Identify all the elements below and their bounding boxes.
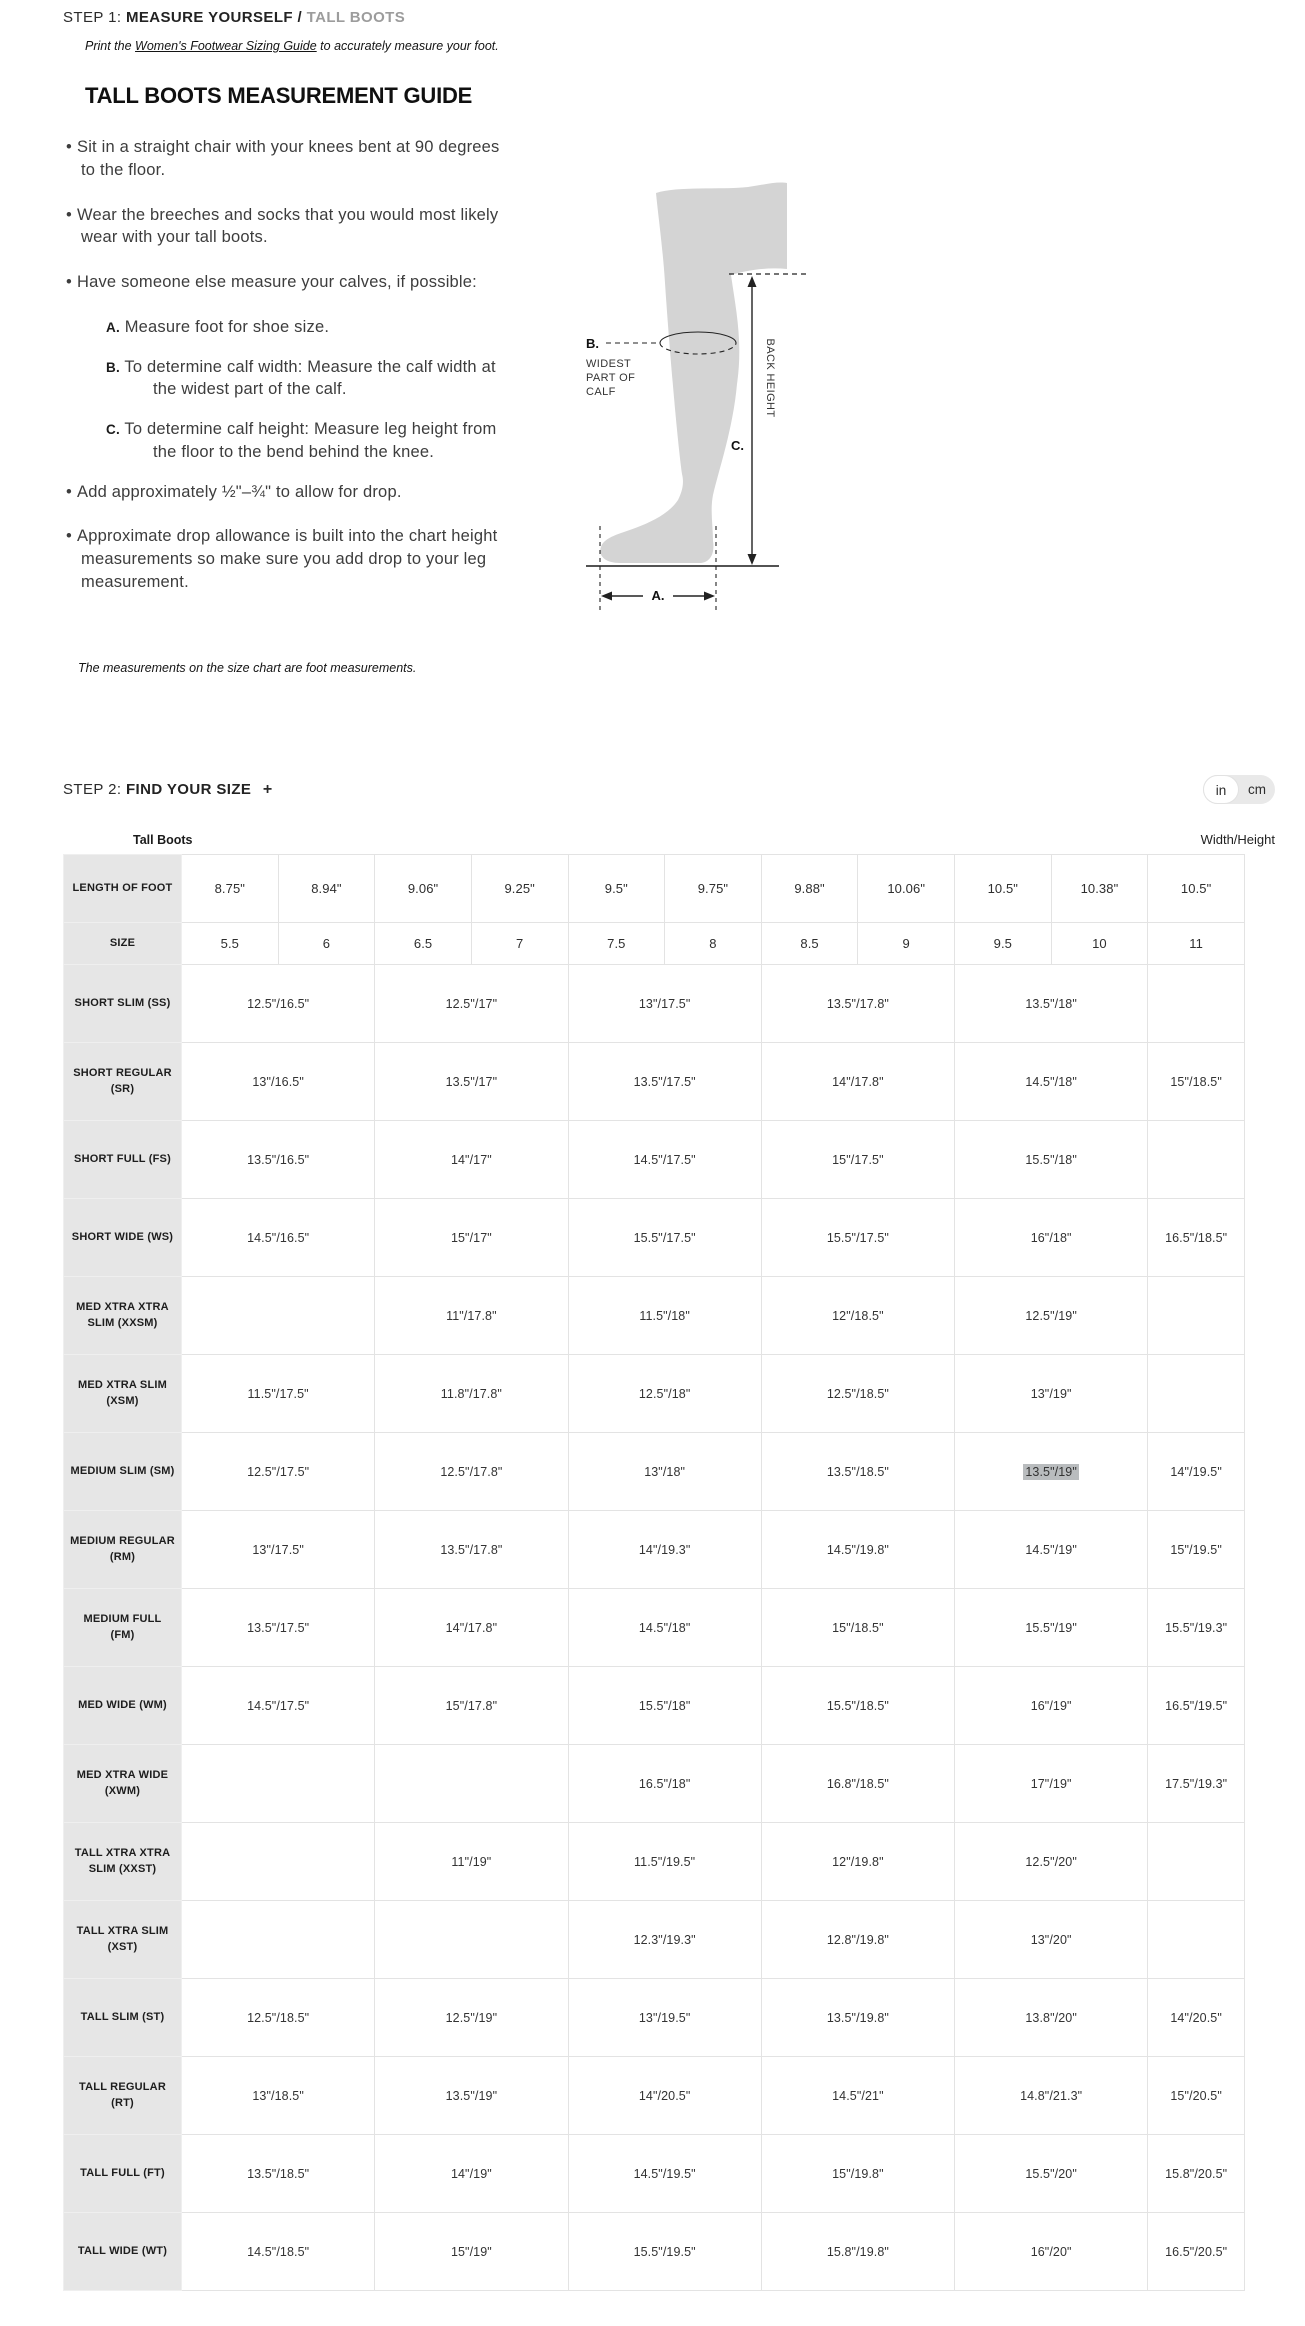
measurement-cell: 13"/19" — [955, 1355, 1148, 1433]
guide-bullet — [66, 136, 518, 182]
measurement-cell: 12.5"/19" — [955, 1277, 1148, 1355]
measurement-cell: 15"/20.5" — [1148, 2057, 1245, 2135]
measurement-cell: 12.5"/20" — [955, 1823, 1148, 1901]
measurement-cell: 15.5"/18.5" — [761, 1667, 954, 1745]
length-cell: 10.06" — [858, 855, 955, 923]
highlighted-value: 13.5"/19" — [1025, 1464, 1077, 1479]
table-row — [64, 1511, 1245, 1589]
measurement-cell: 12.5"/17" — [375, 965, 568, 1043]
size-value-cell: 8.5 — [761, 923, 858, 965]
step1-prefix: STEP 1: — [63, 9, 122, 26]
row-label: TALL FULL (FT) — [64, 2135, 182, 2213]
unit-toggle-in[interactable]: in — [1203, 775, 1239, 804]
measurement-cell — [182, 1823, 375, 1901]
measurement-cell: 12.3"/19.3" — [568, 1901, 761, 1979]
measurement-cell: 13"/20" — [955, 1901, 1148, 1979]
measurement-cell: 15.8"/20.5" — [1148, 2135, 1245, 2213]
length-cell: 9.5" — [568, 855, 665, 923]
measurement-cell: 14"/19.3" — [568, 1511, 761, 1589]
length-cell: 9.06" — [375, 855, 472, 923]
table-row — [64, 1199, 1245, 1277]
length-cell: 8.94" — [278, 855, 375, 923]
measurement-cell — [375, 1745, 568, 1823]
measurement-cell: 14.5"/19.8" — [761, 1511, 954, 1589]
measurement-cell: 13.5"/18" — [955, 965, 1148, 1043]
measurement-cell: 14.5"/19.5" — [568, 2135, 761, 2213]
length-cell: 10.38" — [1051, 855, 1148, 923]
bullet-text: Add approximately ½"–¾" to allow for drop. — [76, 482, 402, 501]
table-row — [64, 1901, 1245, 1979]
guide-bullet — [66, 481, 518, 504]
measurement-cell: 11"/19" — [375, 1823, 568, 1901]
length-cell: 9.75" — [665, 855, 762, 923]
row-label: SHORT SLIM (SS) — [64, 965, 182, 1043]
table-row — [64, 1745, 1245, 1823]
measurement-cell — [1148, 1901, 1245, 1979]
row-label: MEDIUM FULL (FM) — [64, 1589, 182, 1667]
bullet-text: Sit in a straight chair with your knees bent at 90 degrees to the floor. — [76, 138, 500, 179]
table-row — [64, 2057, 1245, 2135]
arrow-down-icon — [748, 554, 757, 565]
measurement-cell: 15"/19.5" — [1148, 1511, 1245, 1589]
measurement-cell: 12.5"/19" — [375, 1979, 568, 2057]
measurement-cell: 15"/18.5" — [1148, 1043, 1245, 1121]
guide-heading: TALL BOOTS MEASUREMENT GUIDE — [85, 83, 473, 108]
measurement-cell — [182, 1745, 375, 1823]
measurement-guide — [66, 83, 1275, 775]
row-label: MED XTRA SLIM (XSM) — [64, 1355, 182, 1433]
length-row — [64, 855, 1245, 923]
measurement-cell: 12.5"/18.5" — [761, 1355, 954, 1433]
measurement-cell — [1148, 965, 1245, 1043]
table-row — [64, 1823, 1245, 1901]
expand-plus-icon[interactable]: + — [262, 780, 273, 798]
measurement-cell: 13"/19.5" — [568, 1979, 761, 2057]
step2-prefix: STEP 2: — [63, 780, 122, 798]
measurement-cell: 13"/17.5" — [568, 965, 761, 1043]
measurement-cell: 17"/19" — [955, 1745, 1148, 1823]
measurement-cell: 14.5"/17.5" — [182, 1667, 375, 1745]
arrow-right-icon — [704, 592, 715, 601]
bottom-spacer — [63, 2291, 1275, 2323]
diagram-label-a: A. — [651, 588, 665, 603]
measurement-cell — [1148, 1277, 1245, 1355]
diagram-label-c: C. — [731, 438, 744, 453]
row-label: TALL XTRA SLIM (XST) — [64, 1901, 182, 1979]
measurement-cell: 14"/19.5" — [1148, 1433, 1245, 1511]
guide-bullet — [66, 525, 518, 593]
measurement-cell: 15.5"/20" — [955, 2135, 1148, 2213]
measurement-cell: 13.5"/17.5" — [182, 1589, 375, 1667]
measurement-cell: 16.5"/18.5" — [1148, 1199, 1245, 1277]
step1-header — [63, 9, 1275, 26]
row-label: TALL REGULAR (RT) — [64, 2057, 182, 2135]
size-header: SIZE — [64, 923, 182, 965]
measurement-cell — [1148, 1823, 1245, 1901]
measurement-cell: 14.5"/19" — [955, 1511, 1148, 1589]
step2-title: FIND YOUR SIZE — [125, 780, 252, 798]
measurement-cell: 15"/17" — [375, 1199, 568, 1277]
measurement-cell: 14"/17" — [375, 1121, 568, 1199]
measurement-cell: 13"/17.5" — [182, 1511, 375, 1589]
sub-item-letter: A. — [106, 319, 120, 335]
measurement-cell: 12.8"/19.8" — [761, 1901, 954, 1979]
size-value-cell: 9.5 — [955, 923, 1052, 965]
length-cell: 10.5" — [1148, 855, 1245, 923]
measurement-cell: 11.5"/18" — [568, 1277, 761, 1355]
bullet-text: Have someone else measure your calves, if possible: — [76, 273, 477, 292]
size-value-cell: 11 — [1148, 923, 1245, 965]
measurement-cell: 15"/18.5" — [761, 1589, 954, 1667]
table-row — [64, 1355, 1245, 1433]
length-of-foot-header: LENGTH OF FOOT — [64, 855, 182, 923]
measurement-cell: 15.5"/19.3" — [1148, 1589, 1245, 1667]
measurement-cell: 11"/17.8" — [375, 1277, 568, 1355]
row-label: MEDIUM SLIM (SM) — [64, 1433, 182, 1511]
size-value-cell: 6 — [278, 923, 375, 965]
measurement-cell: 13.5"/17.8" — [375, 1511, 568, 1589]
measurement-cell: 12.5"/18" — [568, 1355, 761, 1433]
table-row — [64, 1433, 1245, 1511]
table-row — [64, 1667, 1245, 1745]
measurement-cell: 13.5"/17" — [375, 1043, 568, 1121]
length-cell: 9.25" — [471, 855, 568, 923]
size-value-cell: 5.5 — [182, 923, 279, 965]
table-row — [64, 2213, 1245, 2291]
measurement-cell: 16"/18" — [955, 1199, 1148, 1277]
measurement-cell: 15"/17.5" — [761, 1121, 954, 1199]
print-note-pre: Print the — [85, 39, 132, 53]
measurement-cell: 13.5"/19.8" — [761, 1979, 954, 2057]
measurement-cell: 13"/18" — [568, 1433, 761, 1511]
size-value-cell: 10 — [1051, 923, 1148, 965]
measurement-cell: 13"/18.5" — [182, 2057, 375, 2135]
measurement-cell: 13.5"/17.8" — [761, 965, 954, 1043]
measurement-cell: 13.5"/19" — [375, 2057, 568, 2135]
measurement-cell: 14"/17.8" — [761, 1043, 954, 1121]
row-label: SHORT FULL (FS) — [64, 1121, 182, 1199]
widest-label-line1: WIDEST — [586, 358, 632, 370]
size-value-cell: 6.5 — [375, 923, 472, 965]
measurement-cell: 14.5"/16.5" — [182, 1199, 375, 1277]
measurement-cell: 13.5"/18.5" — [761, 1433, 954, 1511]
measurement-cell: 15"/19.8" — [761, 2135, 954, 2213]
measurement-cell: 16.5"/18" — [568, 1745, 761, 1823]
size-chart-note: The measurements on the size chart are foot measurements. — [78, 661, 417, 675]
row-label: TALL WIDE (WT) — [64, 2213, 182, 2291]
measurement-cell: 13.5"/16.5" — [182, 1121, 375, 1199]
unit-toggle[interactable] — [1203, 775, 1275, 804]
measurement-cell: 16.8"/18.5" — [761, 1745, 954, 1823]
bullet-dot-icon: • — [66, 205, 72, 224]
table-head — [64, 855, 1245, 965]
table-row — [64, 1979, 1245, 2057]
sub-item-letter: B. — [106, 359, 120, 375]
measurement-cell: 15"/19" — [375, 2213, 568, 2291]
length-cell: 9.88" — [761, 855, 858, 923]
leg-measurement-diagram — [586, 138, 816, 638]
length-cell: 8.75" — [182, 855, 279, 923]
print-note-post: to accurately measure your foot. — [320, 39, 499, 53]
step1-context: TALL BOOTS — [306, 9, 406, 26]
diagram-label-b: B. — [586, 336, 599, 351]
measurement-cell: 13.5"/18.5" — [182, 2135, 375, 2213]
measurement-cell: 16.5"/20.5" — [1148, 2213, 1245, 2291]
row-label: SHORT REGULAR (SR) — [64, 1043, 182, 1121]
measurement-cell: 16"/19" — [955, 1667, 1148, 1745]
sub-item-letter: C. — [106, 422, 120, 438]
measurement-cell: 14"/20.5" — [1148, 1979, 1245, 2057]
measurement-cell: 13"/16.5" — [182, 1043, 375, 1121]
width-height-label: Width/Height — [1200, 832, 1275, 847]
measurement-cell: 11.5"/17.5" — [182, 1355, 375, 1433]
table-body — [64, 965, 1245, 2291]
measurement-cell: 13.5"/17.5" — [568, 1043, 761, 1121]
measurement-cell: 14.8"/21.3" — [955, 2057, 1148, 2135]
measurement-cell: 16"/20" — [955, 2213, 1148, 2291]
arrow-left-icon — [601, 592, 612, 601]
table-meta-row — [63, 832, 1275, 847]
table-row — [64, 965, 1245, 1043]
guide-bullet — [66, 204, 518, 250]
row-label: SHORT WIDE (WS) — [64, 1199, 182, 1277]
step2-header — [63, 781, 273, 799]
widest-label-line2: PART OF — [586, 372, 636, 384]
widest-label-line3: CALF — [586, 386, 616, 398]
bullet-text: Wear the breeches and socks that you would most likely wear with your tall boots. — [76, 205, 499, 247]
size-row — [64, 923, 1245, 965]
row-label: TALL SLIM (ST) — [64, 1979, 182, 2057]
row-label: MED XTRA XTRA SLIM (XXSM) — [64, 1277, 182, 1355]
unit-toggle-cm[interactable]: cm — [1248, 782, 1266, 797]
measurement-cell: 15.8"/19.8" — [761, 2213, 954, 2291]
measurement-cell: 16.5"/19.5" — [1148, 1667, 1245, 1745]
table-title: Tall Boots — [133, 833, 193, 847]
measurement-cell: 17.5"/19.3" — [1148, 1745, 1245, 1823]
size-table — [63, 854, 1245, 2291]
measurement-cell: 12"/18.5" — [761, 1277, 954, 1355]
measurement-cell: 11.5"/19.5" — [568, 1823, 761, 1901]
sizing-guide-link[interactable]: Women's Footwear Sizing Guide — [135, 39, 317, 53]
measurement-cell: 12.5"/17.8" — [375, 1433, 568, 1511]
measurement-cell: 14"/17.8" — [375, 1589, 568, 1667]
measurement-cell: 14.5"/18" — [568, 1589, 761, 1667]
table-row — [64, 1043, 1245, 1121]
measurement-cell: 15.5"/17.5" — [568, 1199, 761, 1277]
measurement-cell: 15.5"/17.5" — [761, 1199, 954, 1277]
measurement-cell — [375, 1901, 568, 1979]
row-label: TALL XTRA XTRA SLIM (XXST) — [64, 1823, 182, 1901]
size-value-cell: 7 — [471, 923, 568, 965]
print-note — [85, 39, 1275, 53]
row-label: MED XTRA WIDE (XWM) — [64, 1745, 182, 1823]
table-row — [64, 1277, 1245, 1355]
guide-sub-item — [66, 418, 518, 464]
measurement-cell: 14.5"/17.5" — [568, 1121, 761, 1199]
back-height-label: BACK HEIGHT — [764, 338, 776, 418]
row-label: MED WIDE (WM) — [64, 1667, 182, 1745]
measurement-cell: 15.5"/18" — [955, 1121, 1148, 1199]
measurement-cell: 12.5"/18.5" — [182, 1979, 375, 2057]
measurement-cell: 14.5"/21" — [761, 2057, 954, 2135]
size-value-cell: 9 — [858, 923, 955, 965]
sub-item-text: Measure foot for shoe size. — [119, 317, 330, 336]
guide-bullet — [66, 271, 518, 294]
arrow-up-icon — [748, 276, 757, 287]
guide-bullets — [66, 136, 518, 594]
table-row — [64, 1589, 1245, 1667]
measurement-cell: 14"/20.5" — [568, 2057, 761, 2135]
bullet-dot-icon: • — [66, 482, 72, 501]
bullet-dot-icon: • — [66, 138, 72, 156]
measurement-cell — [182, 1277, 375, 1355]
measurement-cell: 12.5"/17.5" — [182, 1433, 375, 1511]
sub-item-text: To determine calf width: Measure the calf width at the widest part of the calf. — [119, 357, 496, 399]
step2-header-row — [63, 775, 1275, 804]
measurement-cell: 14"/19" — [375, 2135, 568, 2213]
measurement-cell: 15.5"/19.5" — [568, 2213, 761, 2291]
measurement-cell: 14.5"/18.5" — [182, 2213, 375, 2291]
bullet-text: Approximate drop allowance is built into the chart height measurements so make sure you add drop to your leg measurement. — [76, 527, 498, 591]
page — [63, 0, 1275, 2323]
measurement-cell — [182, 1901, 375, 1979]
table-row — [64, 2135, 1245, 2213]
table-row — [64, 1121, 1245, 1199]
measurement-cell — [1148, 1121, 1245, 1199]
measurement-cell — [955, 1433, 1148, 1511]
size-value-cell: 8 — [665, 923, 762, 965]
row-label: MEDIUM REGULAR (RM) — [64, 1511, 182, 1589]
measurement-cell: 13.8"/20" — [955, 1979, 1148, 2057]
measurement-cell: 15"/17.8" — [375, 1667, 568, 1745]
measurement-cell: 15.5"/18" — [568, 1667, 761, 1745]
guide-sub-item — [66, 316, 518, 339]
length-cell: 10.5" — [955, 855, 1052, 923]
guide-sub-item — [66, 356, 518, 402]
measurement-cell: 12.5"/16.5" — [182, 965, 375, 1043]
bullet-dot-icon: • — [66, 273, 72, 292]
step1-title: MEASURE YOURSELF / — [125, 9, 303, 26]
measurement-cell: 15.5"/19" — [955, 1589, 1148, 1667]
measurement-cell: 12"/19.8" — [761, 1823, 954, 1901]
measurement-cell: 14.5"/18" — [955, 1043, 1148, 1121]
bullet-dot-icon: • — [66, 527, 72, 546]
sub-item-text: To determine calf height: Measure leg height from the floor to the bend behind the knee. — [119, 420, 497, 461]
measurement-cell: 11.8"/17.8" — [375, 1355, 568, 1433]
size-value-cell: 7.5 — [568, 923, 665, 965]
measurement-cell — [1148, 1355, 1245, 1433]
